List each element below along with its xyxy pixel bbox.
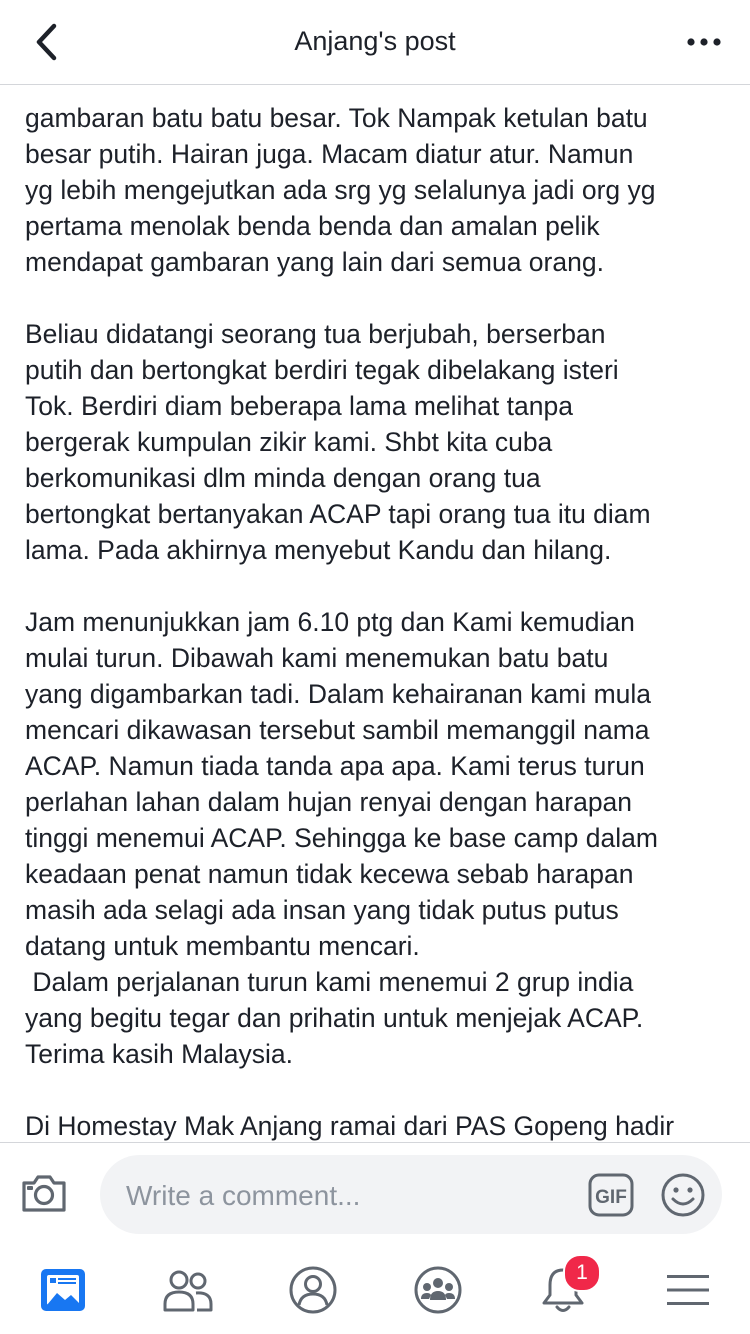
ellipsis-icon (686, 37, 722, 47)
post-text-line: Dalam perjalanan turun kami menemui 2 grup india (25, 967, 634, 997)
camera-icon (20, 1172, 68, 1214)
emoji-button[interactable] (659, 1171, 707, 1219)
post-text-line: putih dan bertongkat berdiri tegak dibelakang isteri (25, 355, 619, 385)
post-text-line: pertama menolak benda benda dan amalan pelik (25, 211, 600, 241)
top-nav-bar (0, 0, 750, 85)
gif-label: GIF (595, 1187, 627, 1208)
tab-profile[interactable] (283, 1260, 343, 1320)
post-text-line: mulai turun. Dibawah kami menemukan batu batu (25, 643, 609, 673)
post-text-line: Jam menunjukkan jam 6.10 ptg dan Kami kemudian (25, 607, 635, 637)
gif-button[interactable] (587, 1171, 635, 1219)
post-text-line: yg lebih mengejutkan ada srg yg selalunya jadi org yg (25, 175, 656, 205)
comment-input-container (100, 1155, 722, 1234)
post-text-line: berkomunikasi dlm minda dengan orang tua (25, 463, 541, 493)
post-text-line: Di Homestay Mak Anjang ramai dari PAS Gopeng hadir (25, 1111, 675, 1141)
post-text-line: tinggi menemui ACAP. Sehingga ke base camp dalam (25, 823, 658, 853)
post-text-line: gambaran batu batu besar. Tok Nampak ketulan batu (25, 103, 648, 133)
post-text-line: yang digambarkan tadi. Dalam kehairanan kami mula (25, 679, 652, 709)
tab-notifications[interactable] (533, 1260, 593, 1320)
post-text (25, 84, 740, 1142)
comment-input[interactable] (124, 1155, 568, 1236)
post-text-line (25, 1072, 740, 1108)
gif-icon (588, 1173, 634, 1217)
tab-groups[interactable] (408, 1260, 468, 1320)
post-text-line: yang begitu tegar dan prihatin untuk menjejak ACAP. (25, 1003, 644, 1033)
smiley-icon (660, 1172, 706, 1218)
post-text-line: datang untuk membantu mencari. (25, 931, 420, 961)
post-text-line: Tok. Berdiri diam beberapa lama melihat tanpa (25, 391, 573, 421)
groups-icon (413, 1265, 463, 1315)
news-feed-icon (39, 1267, 87, 1313)
post-text-line (25, 280, 740, 316)
post-text-line (25, 84, 740, 100)
tab-friends[interactable] (158, 1260, 218, 1320)
post-text-line: keadaan penat namun tidak kecewa sebab harapan (25, 859, 634, 889)
post-text-line: mendapat gambaran yang lain dari semua orang. (25, 247, 604, 277)
post-text-line: Beliau didatangi seorang tua berjubah, berserban (25, 319, 606, 349)
notification-badge: 1 (563, 1254, 601, 1292)
friends-icon (162, 1268, 214, 1312)
post-text-line: bergerak kumpulan zikir kami. Shbt kita cuba (25, 427, 553, 457)
tab-news-feed[interactable] (33, 1260, 93, 1320)
more-options-button[interactable] (682, 20, 726, 64)
post-content-area[interactable] (0, 84, 750, 1142)
post-text-line: Terima kasih Malaysia. (25, 1039, 294, 1069)
post-text-line: lama. Pada akhirnya menyebut Kandu dan hilang. (25, 535, 612, 565)
profile-icon (288, 1265, 338, 1315)
post-text-line: mencari dikawasan tersebut sambil memanggil nama (25, 715, 650, 745)
hamburger-menu-icon (665, 1270, 711, 1310)
bottom-tab-bar (0, 1246, 750, 1334)
camera-button[interactable] (18, 1167, 70, 1219)
post-text-line (25, 568, 740, 604)
page-title: Anjang's post (294, 26, 456, 56)
post-text-line: bertongkat bertanyakan ACAP tapi orang tua itu diam (25, 499, 651, 529)
post-text-line: masih ada selagi ada insan yang tidak putus putus (25, 895, 619, 925)
post-text-line: ACAP. Namun tiada tanda apa apa. Kami terus turun (25, 751, 645, 781)
post-text-line: perlahan lahan dalam hujan renyai dengan harapan (25, 787, 633, 817)
tab-menu[interactable] (658, 1260, 718, 1320)
post-text-line: besar putih. Hairan juga. Macam diatur atur. Namun (25, 139, 634, 169)
comment-composer (0, 1142, 750, 1247)
